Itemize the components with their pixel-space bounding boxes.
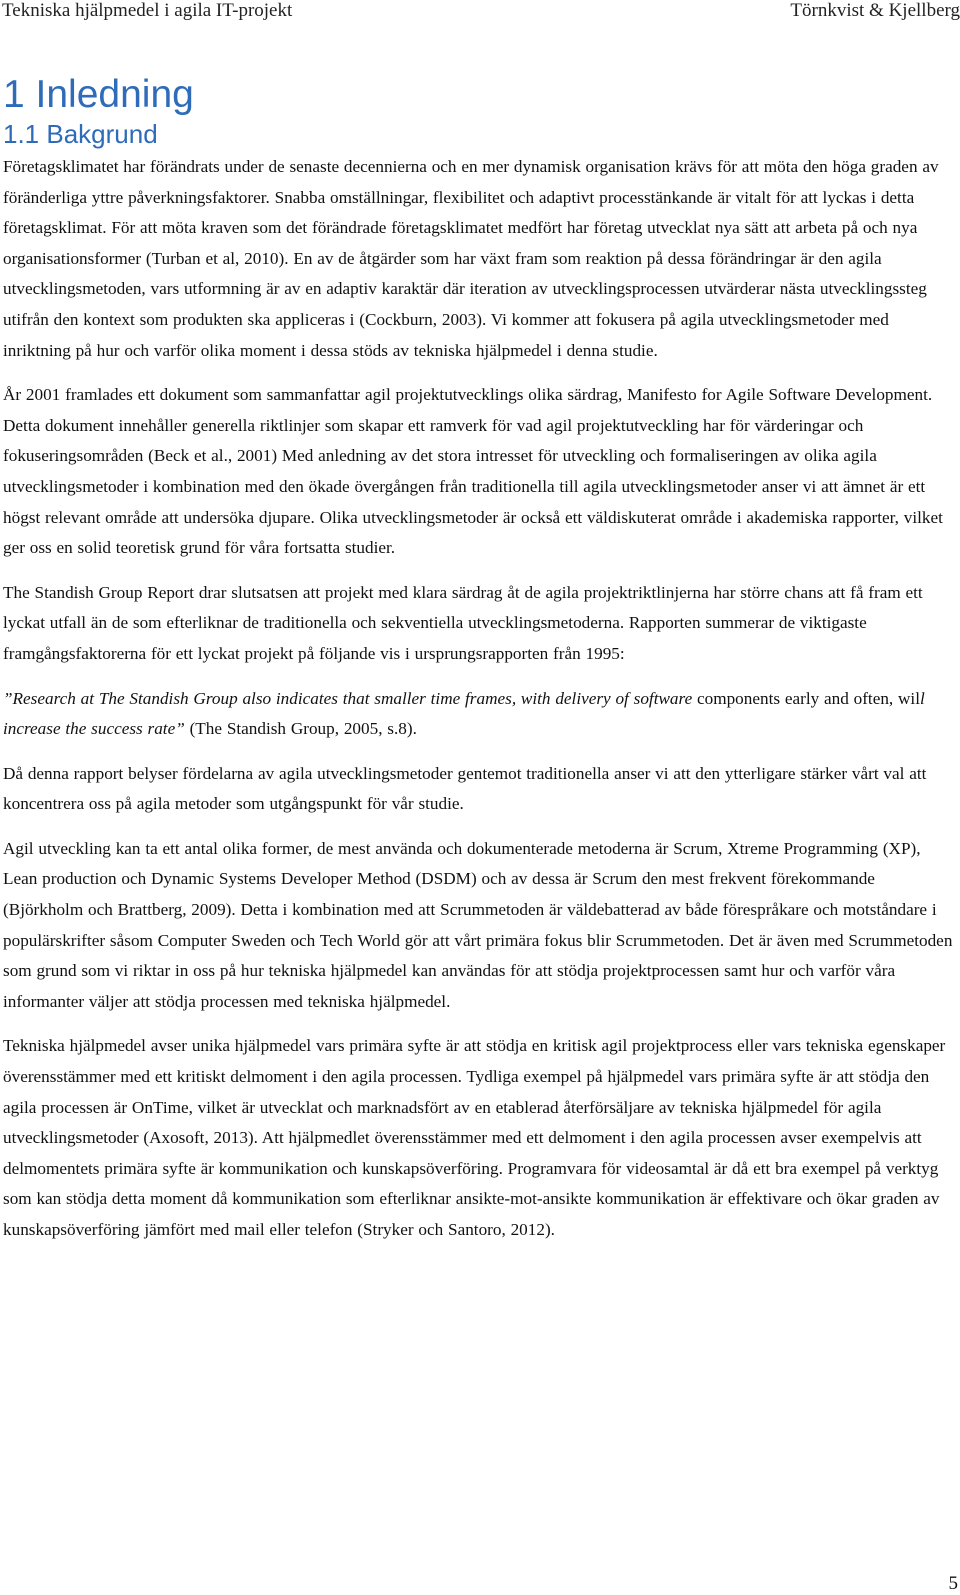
paragraph-4: Då denna rapport belyser fördelarna av agila utvecklingsmetoder gentemot traditionella anser vi att den ytterligare stärker vårt val att koncentrera oss på agila metoder som utgångspunkt för vår studie. — [3, 763, 927, 814]
quote-text-3: l increase the success rate” — [3, 688, 925, 739]
paragraph-5: Agil utveckling kan ta ett antal olika former, de mest använda och dokumenterade metoderna är Scrum, Xtreme Programming (XP), Lean production och Dynamic Systems Developer Method (DSDM) och av dessa är Scrum den mest frekvent förekommande (Björkholm och Brattberg, 2009). Detta i kombination med att Scrummetoden är väldebatterad av både förespråkare och motståndare i populärskrifter såsom Computer Sweden och Tech World gör att vårt primära fokus blir Scrummetoden. Det är även med Scrummetoden som grund som vi riktar in oss på hur tekniska hjälpmedel kan användas för att stödja projektprocessen samt hur och varför våra informanter väljer att stödja processen med tekniska hjälpmedel. — [3, 838, 953, 1011]
quote-text-1: ”Research at The Standish Group also indicates that smaller time frames, with delivery of software — [3, 688, 693, 708]
paragraph-3: The Standish Group Report drar slutsatsen att projekt med klara särdrag åt de agila projektriktlinjerna har större chans att få fram ett lyckat utfall än de som efterliknar de traditionella och sekventiella utvecklingsmetoderna. Rapporten summerar de viktigaste framgångsfaktorerna för ett lyckat projekt på följande vis i ursprungsrapporten från 1995: — [3, 582, 923, 663]
page-number: 5 — [948, 1573, 958, 1594]
quote-text-2: components early and often, wil — [697, 688, 920, 708]
section-heading: 1.1 Bakgrund — [3, 119, 158, 149]
document-body — [3, 72, 953, 1260]
paragraph-6: Tekniska hjälpmedel avser unika hjälpmedel vars primära syfte är att stödja en kritisk agil projektprocess eller vars tekniska egenskaper överensstämmer med ett kritiskt delmoment i den agila processen. Tydliga exempel på hjälpmedel vars primära syfte är att stödja den agila processen är OnTime, vilket är utvecklat och marknadsfört av en etablerad återförsäljare av tekniska hjälpmedel för agila utvecklingsmetoder (Axosoft, 2013). Att hjälpmedlet överensstämmer med ett delmoment i den agila processen avser exempelvis att delmomentets primära syfte är kommunikation och kunskapsöverföring. Programvara för videosamtal är då ett bra exempel på verktyg som kan stödja detta moment då kommunikation som efterliknar ansikte-mot-ansikte kommunikation är effektivare och ökar graden av kunskapsöverföring jämfört med mail eller telefon (Stryker och Santoro, 2012). — [3, 1036, 946, 1239]
quote-citation: (The Standish Group, 2005, s.8). — [184, 719, 417, 739]
header-authors: Törnkvist & Kjellberg — [790, 0, 960, 21]
chapter-heading: 1 Inledning — [3, 73, 194, 116]
page-header — [0, 0, 960, 22]
paragraph-2: År 2001 framlades ett dokument som sammanfattar agil projektutvecklings olika särdrag, Manifesto for Agile Software Development. Detta dokument innehåller generella riktlinjer som skapar ett ramverk för vad agil projektutveckling har för värderingar och fokuseringsområden (Beck et al., 2001) Med anledning av det stora intresset för utveckling och formaliseringen av olika agila utvecklingsmetoder i kombination med den ökade övergången från traditionella till agila utvecklingsmetoder anser vi att ämnet är ett högst relevant område att undersöka djupare. Olika utvecklingsmetoder är också ett väldiskuterat område i akademiska rapporter, vilket ger oss en solid teoretisk grund för våra fortsatta studier. — [3, 385, 943, 558]
header-title: Tekniska hjälpmedel i agila IT-projekt — [2, 0, 293, 21]
paragraph-1: Företagsklimatet har förändrats under de senaste decennierna och en mer dynamisk organisation krävs för att möta den höga graden av föränderliga yttre påverkningsfaktorer. Snabba omställningar, flexibilitet och adaptivt processtänkande är vitalt för att lyckas i detta företagsklimat. För att möta kraven som det förändrade företagsklimatet medfört har företag utvecklat nya sätt att arbeta på och nya organisationsformer (Turban et al, 2010). En av de åtgärder som har växt fram som reaktion på dessa förändringar är den agila utvecklingsmetoden, vars utformning är av en adaptiv karaktär där iteration av utvecklingsprocessen utvärderar nästa utvecklingssteg utifrån den kontext som produkten ska appliceras i (Cockburn, 2003). Vi kommer att fokusera på agila utvecklingsmetoder med inriktning på hur och varför olika moment i dessa stöds av tekniska hjälpmedel i denna studie. — [3, 157, 939, 360]
quote-paragraph — [3, 684, 953, 745]
